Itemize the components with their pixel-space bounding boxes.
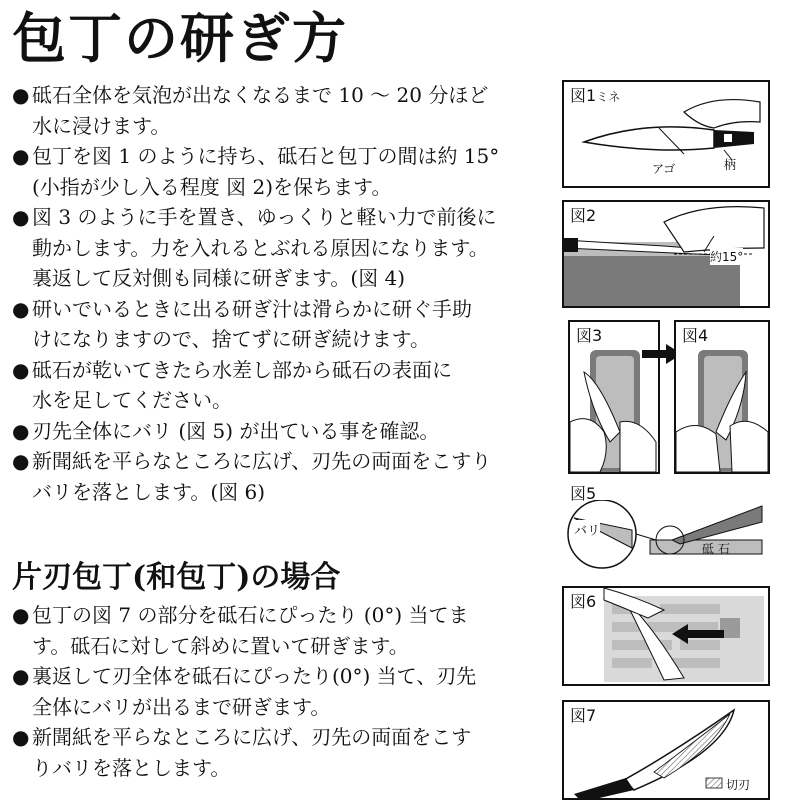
instruction-item — [12, 202, 552, 294]
page-title: 包丁の研ぎ方 — [12, 7, 348, 70]
instruction-text: 動かします。力を入れるとぶれる原因になります。 — [32, 235, 489, 260]
figure-7 — [562, 700, 770, 800]
instruction-text: 裏返して刃全体を砥石にぴったり(0°) 当て、刃先 — [32, 664, 477, 688]
instruction-list — [12, 80, 552, 507]
instruction-text: 研いでいるときに出る研ぎ汁は滑らかに研ぐ手助 — [32, 296, 472, 321]
instruction-text: 砥石全体を気泡が出なくなるまで 10 〜 20 分ほど — [32, 83, 489, 107]
bullet-icon: ● — [12, 144, 30, 168]
figure-5-burr-label: バリ — [574, 520, 600, 539]
section-title-single-edge: 片刃包丁(和包丁)の場合 — [12, 560, 341, 595]
figure-1-mine-label: ミネ — [596, 90, 621, 104]
figure-6 — [562, 586, 770, 686]
instruction-text: バリを落とします。(図 6) — [32, 479, 266, 504]
figure-1 — [562, 80, 770, 188]
instruction-item — [12, 600, 552, 661]
instruction-text: 新聞紙を平らなところに広げ、刃先の両面をこすり — [32, 449, 492, 473]
figure-1-ago-label: アゴ — [652, 162, 676, 176]
bullet-icon: ● — [12, 357, 30, 382]
figure-5-stone-label: 砥 石 — [702, 542, 730, 556]
instruction-text: 砥石が乾いてきたら水差し部から砥石の表面に — [32, 357, 452, 382]
bullet-icon: ● — [12, 603, 30, 627]
bullet-icon: ● — [12, 83, 30, 107]
instruction-item — [12, 294, 552, 355]
figure-3-label: 図3 — [574, 323, 604, 346]
figure-1-label: 図1 — [570, 86, 597, 105]
instruction-text: 新聞紙を平らなところに広げ、刃先の両面をこす — [32, 725, 472, 749]
bullet-icon: ● — [12, 725, 30, 749]
instruction-text: りバリを落とします。 — [32, 755, 231, 780]
instruction-item — [12, 722, 552, 783]
figure-2-angle-label: 約15° — [710, 250, 744, 264]
instruction-text: 包丁を図 1 のように持ち、砥石と包丁の間は約 15° — [32, 144, 500, 168]
instruction-text: 水を足してください。 — [32, 388, 232, 412]
single-edge-instruction-list — [12, 600, 552, 783]
instruction-item — [12, 661, 552, 722]
bullet-icon: ● — [12, 449, 30, 473]
figure-4 — [674, 320, 770, 474]
figure-2-label: 図2 — [568, 203, 598, 226]
instruction-text: (小指が少し入る程度 図 2)を保ちます。 — [32, 174, 392, 199]
bullet-icon: ● — [12, 418, 30, 443]
bullet-icon: ● — [12, 296, 30, 321]
figure-4-label: 図4 — [680, 323, 710, 346]
instruction-text: 刃先全体にバリ (図 5) が出ている事を確認。 — [32, 418, 440, 443]
instruction-text: 図 3 のように手を置き、ゆっくりと軽い力で前後に — [32, 205, 497, 229]
figure-7-label: 図7 — [568, 703, 598, 726]
instruction-item — [12, 80, 552, 141]
figure-5-label: 図5 — [570, 484, 597, 503]
instruction-text: けになりますので、捨てずに研ぎ続けます。 — [32, 327, 430, 351]
instruction-item — [12, 416, 552, 447]
bullet-icon: ● — [12, 205, 30, 229]
instruction-text: 水に浸けます。 — [32, 113, 171, 138]
instruction-item — [12, 355, 552, 416]
instruction-text: す。砥石に対して斜めに置いて研ぎます。 — [32, 633, 409, 658]
figure-1-handle-label: 柄 — [724, 158, 737, 172]
figure-7-legend-label: 切刃 — [726, 778, 751, 792]
instruction-item — [12, 446, 552, 507]
figure-5 — [562, 500, 766, 570]
instruction-text: 包丁の図 7 の部分を砥石にぴったり (0°) 当てま — [32, 603, 469, 627]
figure-6-label: 図6 — [568, 589, 598, 612]
figure-2 — [562, 200, 770, 308]
bullet-icon: ● — [12, 664, 30, 688]
instruction-text: 全体にバリが出るまで研ぎます。 — [32, 694, 331, 719]
instruction-text: 裏返して反対側も同様に研ぎます。(図 4) — [32, 266, 406, 290]
instruction-item — [12, 141, 552, 202]
